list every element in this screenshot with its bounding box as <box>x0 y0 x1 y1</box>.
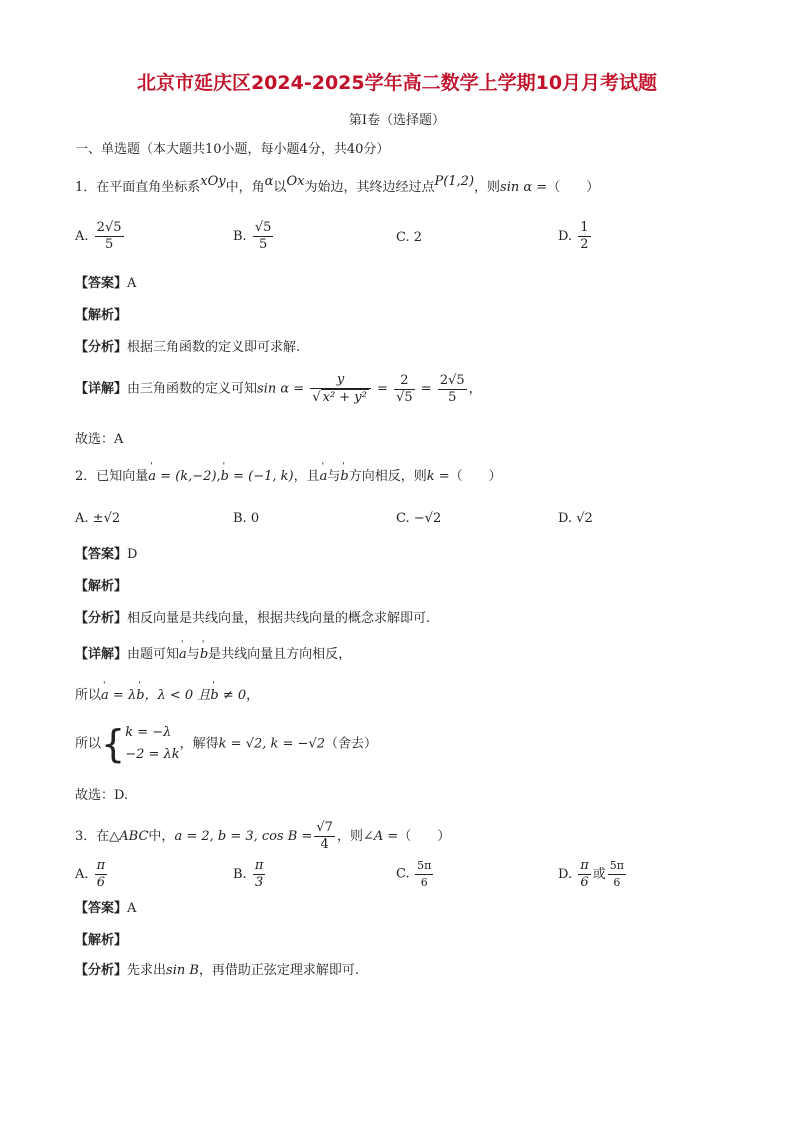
q3-option-d-fraction-1: $\frac{\pi}{6}$ <box>580 858 589 890</box>
q3-option-a-fraction: $\frac{\pi}{6}$ <box>96 858 106 890</box>
q3-option-d: D. $\frac{\pi}{6}$ 或 $\frac{5\pi}{6}$ <box>558 858 625 890</box>
q2-choose: 故选：D. <box>75 788 129 803</box>
q3-option-b-fraction: $\frac{\pi}{3}$ <box>254 858 264 890</box>
question-2-stem: 2．已知向量' a = (k,−2),' b = (−1, k)，且' a与' b方向相反，则k =（ ） <box>75 467 502 487</box>
equation-system: k = −λ −2 = λk <box>125 725 180 762</box>
q2-option-c: C. −√2 <box>396 511 442 526</box>
q1-option-b: B. $\frac{√5}{5}$ <box>233 220 272 252</box>
q1-detail: 【详解】由三角函数的定义可知sin α = $\frac{y}{\text{√ x² + y²}}$ = $\frac{2}{√5}$ = $\frac{2√5}{5}$ ， <box>75 372 482 405</box>
q2-fenxi: 【分析】相反向量是共线向量，根据共线向量的概念求解即可. <box>75 611 431 626</box>
q2-option-d: D. √2 <box>558 511 593 526</box>
q1-choose: 故选：A <box>75 432 124 447</box>
q3-fenxi: 【分析】先求出sin B，再借助正弦定理求解即可. <box>75 963 360 978</box>
q1-option-d-fraction: $\frac{1}{2}$ <box>580 220 589 252</box>
section-heading: 一、单选题（本大题共10小题，每小题4分，共40分） <box>75 142 390 157</box>
q1-option-b-fraction: $\frac{√5}{5}$ <box>254 220 272 252</box>
q3-option-a: A. $\frac{\pi}{6}$ <box>75 858 106 890</box>
q1-detail-fraction-1: $\frac{y}{\text{√ x² + y²}}$ <box>310 372 371 406</box>
q1-option-a-fraction: $\frac{2√5}{5}$ <box>96 220 122 252</box>
q2-detail-line-3: 所以{ k = −λ −2 = λk ，解得k = √2, k = −√2（舍去） <box>75 722 378 766</box>
q1-answer: 【答案】A <box>75 276 137 291</box>
q2-analysis-label: 【解析】 <box>75 579 128 594</box>
q2-answer: 【答案】D <box>75 547 138 562</box>
q2-detail: 【详解】由题可知' a与' b是共线向量且方向相反， <box>75 645 351 665</box>
left-brace-symbol: { <box>101 722 126 766</box>
q2-detail-line-2: 所以' a = λ' b，λ < 0 且' b ≠ 0， <box>75 686 259 706</box>
question-1-stem: 1．在平面直角坐标系xOy中，角α以Ox为始边，其终边经过点P(1,2)，则sin α =（ ） <box>75 174 600 195</box>
q1-detail-fraction-3: $\frac{2√5}{5}$ <box>439 372 465 405</box>
q2-option-b: B. 0 <box>233 511 260 526</box>
q1-option-c: C. 2 <box>396 230 423 245</box>
q1-detail-fraction-2: $\frac{2}{√5}$ <box>396 372 413 405</box>
q3-answer: 【答案】A <box>75 901 137 916</box>
q3-option-c: C. $\frac{5\pi}{6}$ <box>396 859 432 889</box>
section-subtitle: 第I卷（选择题） <box>348 113 446 128</box>
page-title: 北京市延庆区2024-2025学年高二数学上学期10月月考试题 <box>136 72 658 94</box>
q2-option-a: A. ±√2 <box>75 511 121 526</box>
q3-option-b: B. $\frac{\pi}{3}$ <box>233 858 264 890</box>
q3-cosb-fraction: $\frac{√7}{4}$ <box>316 820 333 852</box>
q1-option-d: D. $\frac{1}{2}$ <box>558 220 589 252</box>
q3-option-c-fraction: $\frac{5\pi}{6}$ <box>417 859 432 889</box>
q1-option-a: A. $\frac{2√5}{5}$ <box>75 220 122 252</box>
q1-analysis-label: 【解析】 <box>75 308 128 323</box>
q3-analysis-label: 【解析】 <box>75 933 128 948</box>
q1-fenxi: 【分析】根据三角函数的定义即可求解. <box>75 340 301 355</box>
question-3-stem: 3．在△ABC中，a = 2, b = 3, cos B = $\frac{√7}{4}$ ，则∠A =（ ） <box>75 820 451 852</box>
q3-option-d-fraction-2: $\frac{5\pi}{6}$ <box>609 859 625 889</box>
